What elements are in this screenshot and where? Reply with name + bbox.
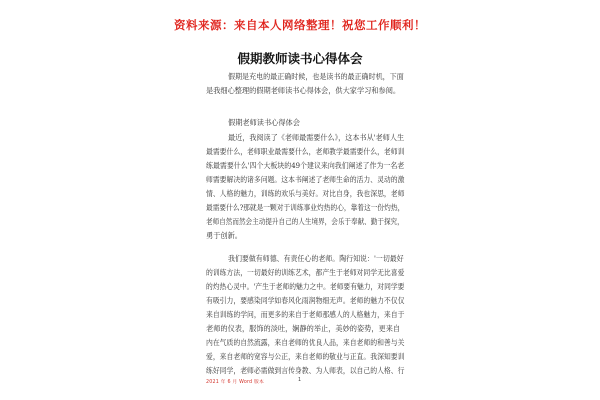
paragraph-line: 爱，来自老师的宽容与公正，来自老师的敬业与正直。我深知要训 bbox=[206, 352, 405, 361]
paragraph-line: 练最需要什么'四个大板块的49个建议来向我们阐述了作为一名老 bbox=[206, 161, 405, 170]
paragraph-line: 最需要什么?那就是一颗对于训练事业灼热的心，靠着这一份灼热， bbox=[206, 203, 405, 212]
section-heading: 假期老师读书心得体会 bbox=[228, 118, 300, 127]
paragraph-line: 老师自然而然会主动提升自己的人生境界，会乐于奉献、勤于探究， bbox=[206, 217, 404, 226]
paragraph-line: 勇于创新。 bbox=[206, 231, 242, 240]
paragraph-line: 的灼热心灵中。'产生于老师的魅力之中。老师要有魅力，对同学要 bbox=[206, 282, 405, 291]
page-number: 1 bbox=[298, 378, 302, 383]
paragraph-line: 情、人格的魅力，训练的欢乐与美好。对比自身，我也深思，老师 bbox=[206, 189, 405, 198]
intro-line: 是我细心整理的假期老师读书心得体会，供大家学习和参阅。 bbox=[206, 86, 401, 95]
source-banner: 资料来源：来自本人网络整理！祝您工作顺利！ bbox=[174, 18, 426, 32]
paragraph-line: 我们要做有师德、有责任心的老师。陶行知说：'一切最好 bbox=[228, 254, 404, 263]
paragraph-line: 的训练方法，一切最好的训练艺术，都产生于老师对同学无比喜爱 bbox=[206, 268, 405, 277]
paragraph-line: 老师的仪表，服饰的淡吐，娴静的举止，美妙的姿势，更来自 bbox=[206, 324, 401, 333]
paragraph-line: 内在气质的自然流露，来自老师的优良人品，来自老师的和善与关 bbox=[206, 338, 405, 347]
paragraph-line: 有吸引力，要感染同学如春风化雨润物细无声。老师的魅力不仅仅 bbox=[206, 296, 405, 305]
intro-line: 假期是充电的最正确时候，也是读书的最正确时机，下面 bbox=[228, 72, 404, 81]
paragraph-line: 练好同学，老师必需做到言传身教、为人师表，以自己的人格、行 bbox=[206, 366, 405, 375]
paragraph-line: 最近，我阅读了《老师最需要什么》，这本书从'老师人生 bbox=[228, 133, 405, 142]
paragraph-line: 最需要什么，老师职业最需要什么，老师教学最需要什么，老师训 bbox=[206, 147, 405, 156]
footer-date-label: 2021 年 6 月 Word 版本 bbox=[206, 380, 265, 385]
document-title: 假期教师读书心得体会 bbox=[237, 51, 363, 66]
paragraph-line: 师需要解决的诸多问题。这本书阐述了老师生命的活力、灵动的激 bbox=[206, 175, 405, 184]
paragraph-line: 来自训练的学问，而更多的来自于老师那感人的人格魅力，来自于 bbox=[206, 310, 405, 319]
